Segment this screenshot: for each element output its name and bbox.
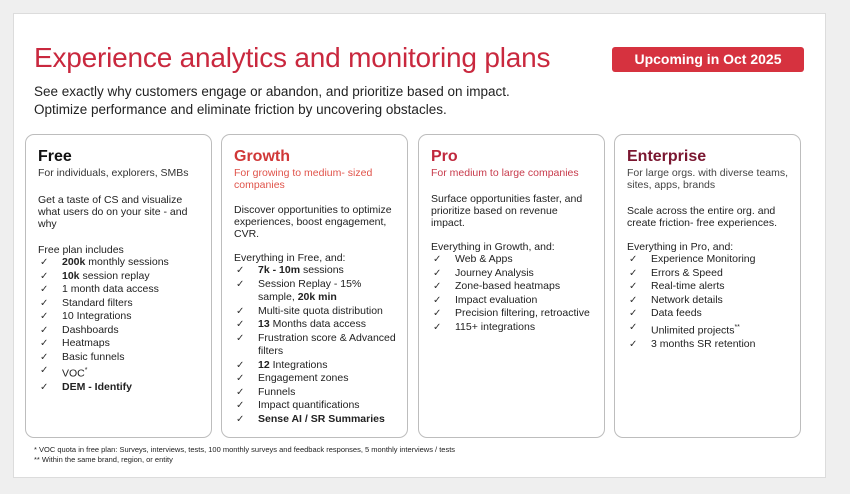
check-icon: ✓ [433, 308, 442, 319]
check-icon: ✓ [236, 373, 245, 384]
check-icon: ✓ [629, 267, 638, 279]
feature-item [38, 337, 201, 351]
feature-item [234, 264, 397, 278]
feature-text: Errors & Speed [651, 266, 723, 279]
check-icon: ✓ [433, 267, 442, 279]
feature-list [431, 253, 594, 334]
plan-intro: Everything in Free, and: [234, 252, 346, 264]
plan-description: Get a taste of CS and visualize what users do on your site - and why [38, 194, 188, 230]
check-icon: ✓ [236, 386, 245, 398]
plan-audience: For medium to large companies [431, 167, 579, 179]
feature-highlight: 10k [62, 269, 80, 282]
feature-text: Dashboards [62, 323, 119, 336]
check-icon: ✓ [236, 278, 245, 290]
feature-text: Precision filtering, retroactive [455, 307, 590, 319]
feature-item [234, 332, 397, 359]
feature-item [234, 359, 397, 373]
subtitle-line-2: Optimize performance and eliminate friction by uncovering obstacles. [34, 102, 447, 117]
plan-audience: For large orgs. with diverse teams, sites, apps, brands [627, 167, 789, 191]
check-icon: ✓ [236, 400, 245, 411]
feature-text: Months data access [269, 318, 366, 330]
plan-intro: Everything in Growth, and: [431, 241, 555, 253]
feature-item [627, 338, 790, 352]
feature-text: Real-time alerts [651, 280, 725, 292]
footnote-marker: ** [734, 323, 740, 331]
feature-highlight: DEM - Identify [62, 381, 132, 393]
feature-item [627, 321, 790, 338]
feature-item [38, 351, 201, 365]
feature-text: Frustration score & Advanced filters [258, 331, 396, 357]
feature-item [38, 270, 201, 284]
feature-text: Zone-based heatmaps [455, 280, 561, 292]
feature-highlight: 13 [258, 318, 270, 330]
feature-text: Basic funnels [62, 350, 125, 363]
plan-intro: Everything in Pro, and: [627, 241, 734, 253]
feature-text: Integrations [269, 358, 328, 371]
feature-item [38, 324, 201, 338]
feature-highlight: 7k - 10m [258, 264, 301, 276]
plan-card-growth [221, 134, 408, 438]
check-icon: ✓ [629, 321, 638, 333]
feature-text: Network details [651, 293, 723, 306]
feature-text: VOC [62, 367, 85, 380]
footnote-projects: ** Within the same brand, region, or entity [34, 455, 173, 464]
plan-audience: For individuals, explorers, SMBs [38, 167, 189, 179]
plan-intro: Free plan includes [38, 244, 124, 256]
check-icon: ✓ [40, 382, 49, 393]
plan-description: Surface opportunities faster, and prioritize based on revenue impact. [431, 193, 583, 229]
feature-text: sessions [300, 264, 344, 276]
feature-item [234, 372, 397, 386]
feature-item [38, 310, 201, 324]
feature-text: 10 Integrations [62, 310, 132, 322]
check-icon: ✓ [40, 311, 49, 322]
feature-text: Unlimited projects [651, 324, 735, 336]
check-icon: ✓ [40, 338, 49, 349]
feature-item [431, 321, 594, 335]
feature-list [38, 256, 201, 395]
feature-item [234, 413, 397, 427]
feature-item [627, 307, 790, 321]
feature-text: Impact quantifications [258, 399, 360, 411]
feature-text: 3 months SR retention [651, 337, 756, 350]
feature-item [431, 280, 594, 294]
feature-text: Session Replay - 15% sample, [258, 277, 362, 303]
page-title: Experience analytics and monitoring plans [34, 42, 551, 73]
feature-text: Funnels [258, 385, 296, 398]
feature-highlight: 20k min [297, 291, 337, 303]
plan-card-free [25, 134, 212, 438]
feature-item [234, 386, 397, 400]
plans-slide [13, 13, 826, 478]
feature-text: Journey Analysis [455, 266, 534, 279]
feature-item [234, 399, 397, 413]
check-icon: ✓ [629, 254, 638, 265]
feature-item [627, 294, 790, 308]
check-icon: ✓ [236, 332, 245, 344]
check-icon: ✓ [40, 351, 49, 363]
check-icon: ✓ [629, 308, 638, 319]
plan-description: Scale across the entire org. and create friction- free experiences. [627, 205, 777, 229]
plan-name: Growth [234, 148, 290, 165]
check-icon: ✓ [433, 294, 442, 306]
check-icon: ✓ [629, 281, 638, 292]
plan-card-enterprise [614, 134, 801, 438]
check-icon: ✓ [433, 254, 442, 265]
feature-item [38, 283, 201, 297]
feature-text: monthly sessions [85, 256, 169, 268]
check-icon: ✓ [40, 284, 49, 295]
plan-name: Pro [431, 148, 458, 165]
check-icon: ✓ [40, 324, 49, 336]
feature-text: Engagement zones [258, 372, 349, 384]
plan-audience: For growing to medium- sized companies [234, 167, 373, 191]
feature-item [234, 318, 397, 332]
footnote-marker: * [84, 367, 88, 374]
check-icon: ✓ [40, 270, 49, 282]
feature-highlight: Sense AI / SR Summaries [258, 412, 385, 425]
feature-list [234, 264, 397, 426]
check-icon: ✓ [236, 359, 245, 371]
check-icon: ✓ [433, 281, 442, 292]
feature-text: 1 month data access [62, 283, 159, 295]
feature-text: Impact evaluation [455, 293, 538, 306]
feature-item [234, 305, 397, 319]
footnote-voc: * VOC quota in free plan: Surveys, interviews, tests, 100 monthly surveys and feedback responses, 5 monthly interviews / tests [34, 445, 456, 454]
feature-item [627, 253, 790, 267]
plan-name: Enterprise [627, 148, 707, 165]
feature-text: Heatmaps [62, 337, 110, 349]
check-icon: ✓ [433, 321, 442, 333]
feature-text: Standard filters [62, 296, 133, 309]
upcoming-badge: Upcoming in Oct 2025 [612, 47, 804, 72]
feature-text: Multi-site quota distribution [258, 304, 383, 317]
feature-item [234, 278, 397, 305]
feature-item [431, 307, 594, 321]
feature-item [38, 297, 201, 311]
feature-text: Web & Apps [455, 253, 513, 265]
feature-highlight: 12 [258, 358, 270, 371]
feature-list [627, 253, 790, 351]
check-icon: ✓ [629, 294, 638, 306]
check-icon: ✓ [40, 365, 49, 376]
feature-text: 115+ integrations [455, 320, 536, 333]
feature-item [431, 294, 594, 308]
check-icon: ✓ [236, 413, 245, 425]
check-icon: ✓ [40, 257, 49, 268]
feature-item [627, 267, 790, 281]
feature-item [38, 364, 201, 381]
feature-text: Experience Monitoring [651, 253, 756, 265]
feature-highlight: 200k [62, 256, 86, 268]
check-icon: ✓ [629, 338, 638, 350]
feature-item [431, 267, 594, 281]
feature-item [431, 253, 594, 267]
plan-card-pro [418, 134, 605, 438]
feature-item [627, 280, 790, 294]
check-icon: ✓ [236, 319, 245, 330]
plan-name: Free [38, 148, 72, 165]
feature-item [38, 256, 201, 270]
feature-text: Data feeds [651, 307, 702, 319]
subtitle-line-1: See exactly why customers engage or abandon, and prioritize based on impact. [34, 84, 510, 99]
plan-description: Discover opportunities to optimize experiences, boost engagement, CVR. [234, 204, 392, 240]
feature-text: session replay [79, 269, 150, 282]
check-icon: ✓ [236, 265, 245, 276]
check-icon: ✓ [236, 305, 245, 317]
check-icon: ✓ [40, 297, 49, 309]
feature-item [38, 381, 201, 395]
